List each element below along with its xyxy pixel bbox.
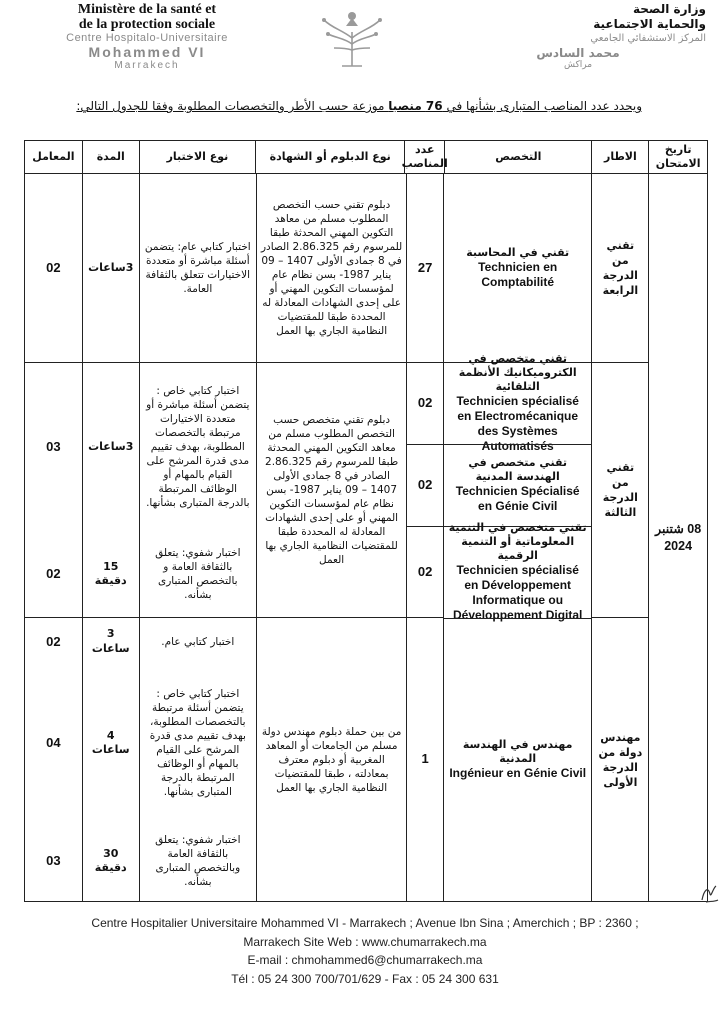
posts-count: 1: [407, 617, 443, 901]
table-header-row: [25, 141, 707, 173]
ministry-ar-line-1: وزارة الصحة: [632, 2, 706, 16]
posts-column: [406, 174, 443, 901]
diploma-grade-3: دبلوم تقني متخصص حسب التخصص المطلوب مسلم من معاهد التكوين المهني المحدثة طبقا للمرسوم رقم 2.86.325 الصادر في 8 جمادى الأولى 1407 – 09 يناير 1987- بسن نظام عام لمؤسسات التكوين المهني أو على إحدى الشهادات المعادلة له المحددة طبقا للمقتضيات النظامية الجاري بها العمل: [257, 362, 406, 618]
coefficient: 02: [25, 617, 82, 665]
posts-count: 02: [407, 526, 443, 618]
exam-oral: اختبار شفوي: يتعلق بالثقافة العامة وبالتخصص المتبارى بشأنه.: [155, 834, 241, 889]
header-exam-date: تاريخ الامتحان: [648, 141, 707, 173]
footer-contact: [60, 914, 670, 988]
cadre-engineer: مهندس دولة من الدرجة الأولى: [592, 617, 648, 901]
specialty-electromechanics: [444, 352, 591, 454]
cadre-column: [591, 174, 648, 901]
chu-ar-city: مراكش: [563, 60, 593, 70]
specialty-ar: تقني متخصص في الكتروميكانيك الأنظمة التلقائية: [458, 352, 577, 394]
footer-address: Centre Hospitalier Universitaire Mohammed VI - Marrakech ; Avenue Ibn Sina ; Amerchich ; BP : 2360 ;: [91, 916, 639, 930]
specialty-accounting: [444, 174, 591, 362]
duration: 30 دقيقة: [94, 846, 127, 875]
ministry-line-1: Ministère de la santé et: [77, 2, 217, 17]
specialty-ar: تقني متخصص في الهندسة المدنية: [468, 456, 568, 484]
specialty-column: [443, 174, 591, 901]
footer-email: E-mail : chmohammed6@chumarrakech.ma: [247, 953, 483, 967]
specialty-fr: Ingénieur en Génie Civil: [449, 766, 587, 781]
specialty-fr: Technicien Spécialisé en Génie Civil: [455, 484, 580, 514]
crown-emblem-icon: [316, 8, 388, 70]
posts-table: [24, 140, 708, 902]
header-exam-type: نوع الاختبار: [139, 141, 256, 173]
ministry-ar-line-2: والحماية الاجتماعية: [593, 17, 706, 31]
duration: 3ساعات: [83, 362, 139, 532]
header-diploma: نوع الدبلوم أو الشهادة: [255, 141, 404, 173]
exam-oral: اختبار شفوي: يتعلق بالثقافة العامة و بالتخصص المتبارى بشأنه.: [155, 547, 241, 602]
chu-ar-line-1: المركز الاستشفائي الجامعي: [590, 33, 706, 44]
exam-date-column: [648, 174, 707, 901]
header-french: [22, 2, 272, 71]
exam-special-written: اختبار كتابي خاص : يتضمن أسئلة مباشرة أو متعددة الاختيارات مرتبطة بالتخصصات المطلوبة، بهدف تقييم مدى قدرة المرشح على القيام بالمهام أو الوظائف المرتبطة بالدرجة المتبارى بشأنها.: [140, 362, 256, 532]
specialty-informatics: [444, 521, 591, 623]
cadre-grade-4: تقني من الدرجة الرابعة: [602, 238, 639, 297]
posts-count: 02: [407, 362, 443, 444]
intro-after: موزعة حسب الأطر والتخصصات المطلوبة وفقا للجدول التالي:: [76, 99, 389, 113]
duration-column: [82, 174, 139, 901]
chu-line-1: Centre Hospitalo-Universitaire: [66, 32, 228, 44]
duration: 3 ساعات: [83, 617, 139, 665]
specialty-ar: تقني متخصص في التنمية المعلوماتية أو التنمية الرقمية: [448, 521, 587, 563]
footer-phone: Tél : 05 24 300 700/701/629 - Fax : 05 24 300 631: [231, 971, 499, 986]
exam-date: 08 شتنبر 2024: [655, 521, 702, 553]
header-arabic: [450, 2, 706, 71]
intro-highlight: 76 منصبا: [388, 99, 443, 113]
specialty-ar: مهندس في الهندسة المدنية: [462, 738, 573, 766]
duration: 15 دقيقة: [94, 559, 127, 588]
coefficient: 04: [46, 734, 61, 750]
table-body: [25, 173, 707, 901]
chu-city: Marrakech: [114, 60, 180, 71]
header-posts: عدد المناصب: [404, 141, 444, 173]
exam-general-written: اختبار كتابي عام: يتضمن أسئلة مباشرة أو متعددة الاختيارات تتعلق بالثقافة العامة.: [144, 240, 251, 295]
posts-count: 27: [417, 259, 433, 275]
specialty-ar: تقني في المحاسبة: [466, 245, 570, 259]
exam-general-written: اختبار كتابي عام.: [140, 617, 256, 665]
signature-mark-icon: [698, 880, 720, 906]
chu-ar-line-2: محمد السادس: [536, 46, 620, 60]
exam-special-written: اختبار كتابي خاص : يتضمن أسئلة مرتبطة بالتخصصات المطلوبة، بهدف تقييم مدى قدرة المرشح على القيام بالمهام أو الوظائف المرتبطة بالدرجة المتبارى بشأنها.: [149, 688, 246, 799]
exam-type-column: [139, 174, 256, 901]
coefficient: 02: [46, 259, 61, 275]
specialty-civil-tech: [444, 444, 591, 526]
header-duration: المدة: [82, 141, 139, 173]
coefficient: 02: [46, 566, 61, 582]
ministry-line-2: de la protection sociale: [78, 17, 216, 32]
cadre-grade-3: تقني من الدرجة الثالثة: [592, 362, 648, 618]
duration: 4 ساعات: [91, 728, 130, 757]
specialty-civil-engineer: [444, 618, 591, 901]
specialty-fr: Technicien spécialisé en Electromécanique des Systèmes Automatisés: [456, 394, 579, 454]
coefficient: 03: [46, 852, 61, 868]
intro-before: ويحدد عدد المناصب المتبارى بشأنها في: [442, 99, 642, 113]
footer-website: Marrakech Site Web : www.chumarrakech.ma: [243, 934, 487, 949]
specialty-fr: Technicien en Comptabilité: [478, 259, 558, 289]
duration: 3ساعات: [88, 260, 134, 274]
intro-sentence: [76, 99, 642, 113]
posts-count: 02: [407, 444, 443, 526]
coefficient: 03: [25, 362, 82, 532]
specialty-fr: Technicien spécialisé en Développement Informatique ou Développement Digital: [453, 563, 583, 623]
diploma-engineer: من بين حملة دبلوم مهندس دولة مسلم من الجامعات أو المعاهد المغربية أو دبلوم معترف بمعادلته ، طبقا للمقتضيات النظامية الجاري بها العمل: [257, 617, 406, 901]
diploma-grade-4: دبلوم تقني حسب التخصص المطلوب مسلم من معاهد التكوين المهني المحدثة طبقا للمرسوم رقم 2.86.325 الصادر في 8 جمادى الأولى 1407 – 09 يناير 1987- بسن نظام عام لمؤسسات التكوين المهني أو على إحدى الشهادات المعادلة له المحددة طبقا للمقتضيات النظامية الجاري بها العمل: [260, 198, 403, 337]
header-specialty: التخصص: [444, 141, 591, 173]
chu-line-2: Mohammed VI: [88, 44, 206, 60]
coefficient-column: [25, 174, 82, 901]
header-coefficient: المعامل: [32, 150, 75, 163]
header-cadre: الاطار: [591, 141, 648, 173]
diploma-column: [256, 174, 406, 901]
